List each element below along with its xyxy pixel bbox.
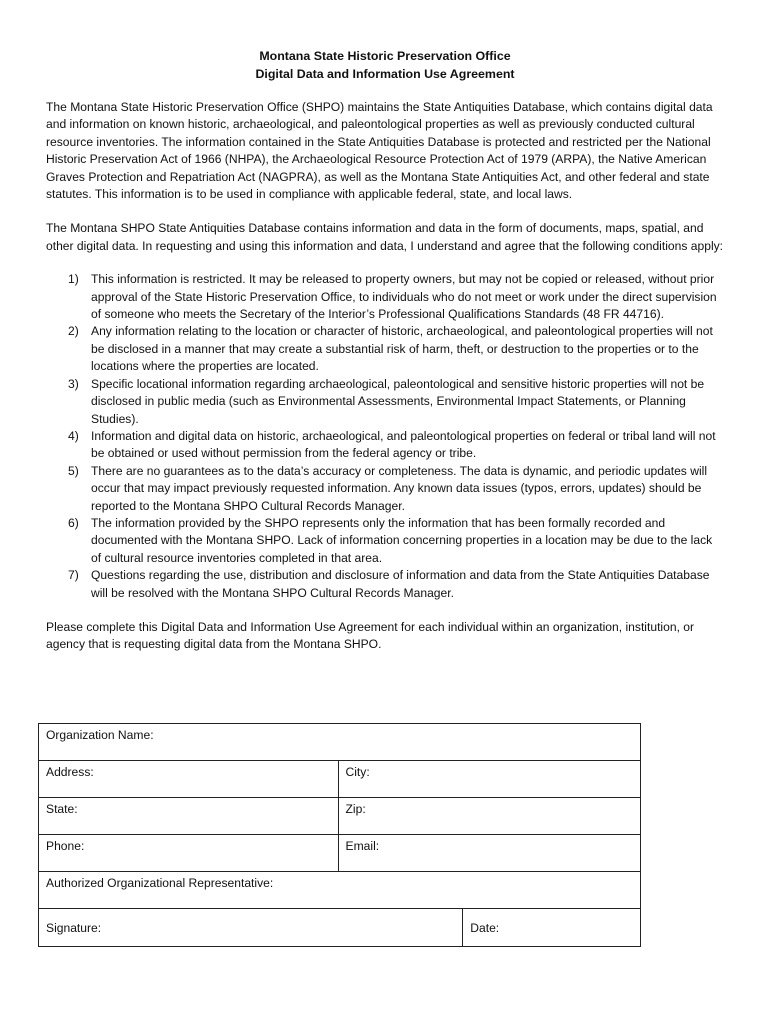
phone-field[interactable] <box>39 835 339 872</box>
condition-item <box>46 323 724 375</box>
state-field[interactable] <box>39 798 339 835</box>
condition-text: Information and digital data on historic, archaeological, and paleontological properties on federal or tribal land will not be obtained or used without permission from the federal agency or tribe. <box>91 428 716 461</box>
zip-field[interactable] <box>338 798 640 835</box>
condition-text: Specific locational information regarding archaeological, paleontological and sensitive historic properties will not be disclosed in public media (such as Environmental Assessments, Environmental Impact Statements, or Planning Studies). <box>91 376 705 426</box>
state-label: State: <box>46 802 78 816</box>
condition-number: 5) <box>68 463 79 478</box>
condition-item <box>46 463 724 515</box>
condition-number: 3) <box>68 376 79 391</box>
address-label: Address: <box>46 765 94 779</box>
condition-item <box>46 271 724 323</box>
phone-label: Phone: <box>46 839 85 853</box>
condition-text: Questions regarding the use, distribution and disclosure of information and data from the State Antiquities Database will be resolved with the Montana SHPO Cultural Records Manager. <box>91 568 710 600</box>
email-label: Email: <box>345 839 380 853</box>
condition-number: 1) <box>68 272 79 287</box>
email-field[interactable] <box>338 835 640 872</box>
condition-text: There are no guarantees as to the data’s accuracy or completeness. The data is dynamic, and periodic updates will occur that may impact previously requested information. Any known data issues (typos, errors, updates) should be reported to the Montana SHPO Cultural Records Manager. <box>91 463 708 513</box>
intro-paragraph-1: The Montana State Historic Preservation Office (SHPO) maintains the State Antiquities Database, which contains digital data and information on known historic, archaeological, and paleontological properties as well as previously conducted cultural resource inventories. The information contained in the State Antiquities Database is protected and restricted per the National Historic Preservation Act of 1966 (NHPA), the Archaeological Resource Protection Act of 1979 (ARPA), the Native American Graves Protection and Repatriation Act (NAGPRA), as well as the Montana State Antiquities Act, and other federal and state statutes. This information is to be used in compliance with applicable federal, state, and local laws. <box>46 100 713 202</box>
signature-field[interactable] <box>39 909 463 947</box>
office-title: Montana State Historic Preservation Office <box>259 49 511 63</box>
condition-number: 4) <box>68 428 79 443</box>
condition-item <box>46 428 724 463</box>
condition-item <box>46 376 724 428</box>
city-field[interactable] <box>338 761 640 798</box>
intro-paragraph-2: The Montana SHPO State Antiquities Database contains information and data in the form of documents, maps, spatial, and other digital data. In requesting and using this information and data, I understand and agree that the following conditions apply: <box>46 221 724 253</box>
zip-label: Zip: <box>345 802 366 816</box>
condition-text: This information is restricted. It may be released to property owners, but may not be copied or released, without prior approval of the State Historic Preservation Office, to individuals who do not meet or work under the direct supervision of someone who meets the Secretary of the Interior’s Professional Qualifications Standards (48 FR 44716). <box>91 272 717 322</box>
condition-number: 2) <box>68 324 79 339</box>
city-label: City: <box>345 765 370 779</box>
signature-label: Signature: <box>46 920 102 935</box>
condition-text: Any information relating to the location or character of historic, archaeological, and paleontological properties will not be disclosed in a manner that may create a substantial risk of harm, theft, or destruction to the properties or to the locations where the properties are located. <box>91 324 713 374</box>
condition-number: 7) <box>68 568 79 583</box>
representative-field[interactable] <box>39 872 641 909</box>
date-label: Date: <box>470 920 500 935</box>
condition-item <box>46 567 724 602</box>
representative-label: Authorized Organizational Representative: <box>46 876 274 890</box>
condition-item <box>46 515 724 567</box>
condition-number: 6) <box>68 515 79 530</box>
condition-text: The information provided by the SHPO represents only the information that has been formally recorded and documented with the Montana SHPO. Lack of information concerning properties in a location may be due to the lack of cultural resource inventories completed in that area. <box>91 515 713 565</box>
agreement-form <box>38 723 641 947</box>
closing-paragraph: Please complete this Digital Data and Information Use Agreement for each individual within an organization, institution, or agency that is requesting digital data from the Montana SHPO. <box>46 619 695 652</box>
agreement-title: Digital Data and Information Use Agreement <box>255 67 515 81</box>
address-field[interactable] <box>39 761 339 798</box>
organization-name-field[interactable] <box>39 724 641 761</box>
organization-name-label: Organization Name: <box>46 728 154 742</box>
conditions-list <box>46 271 724 602</box>
date-field[interactable] <box>463 909 641 947</box>
